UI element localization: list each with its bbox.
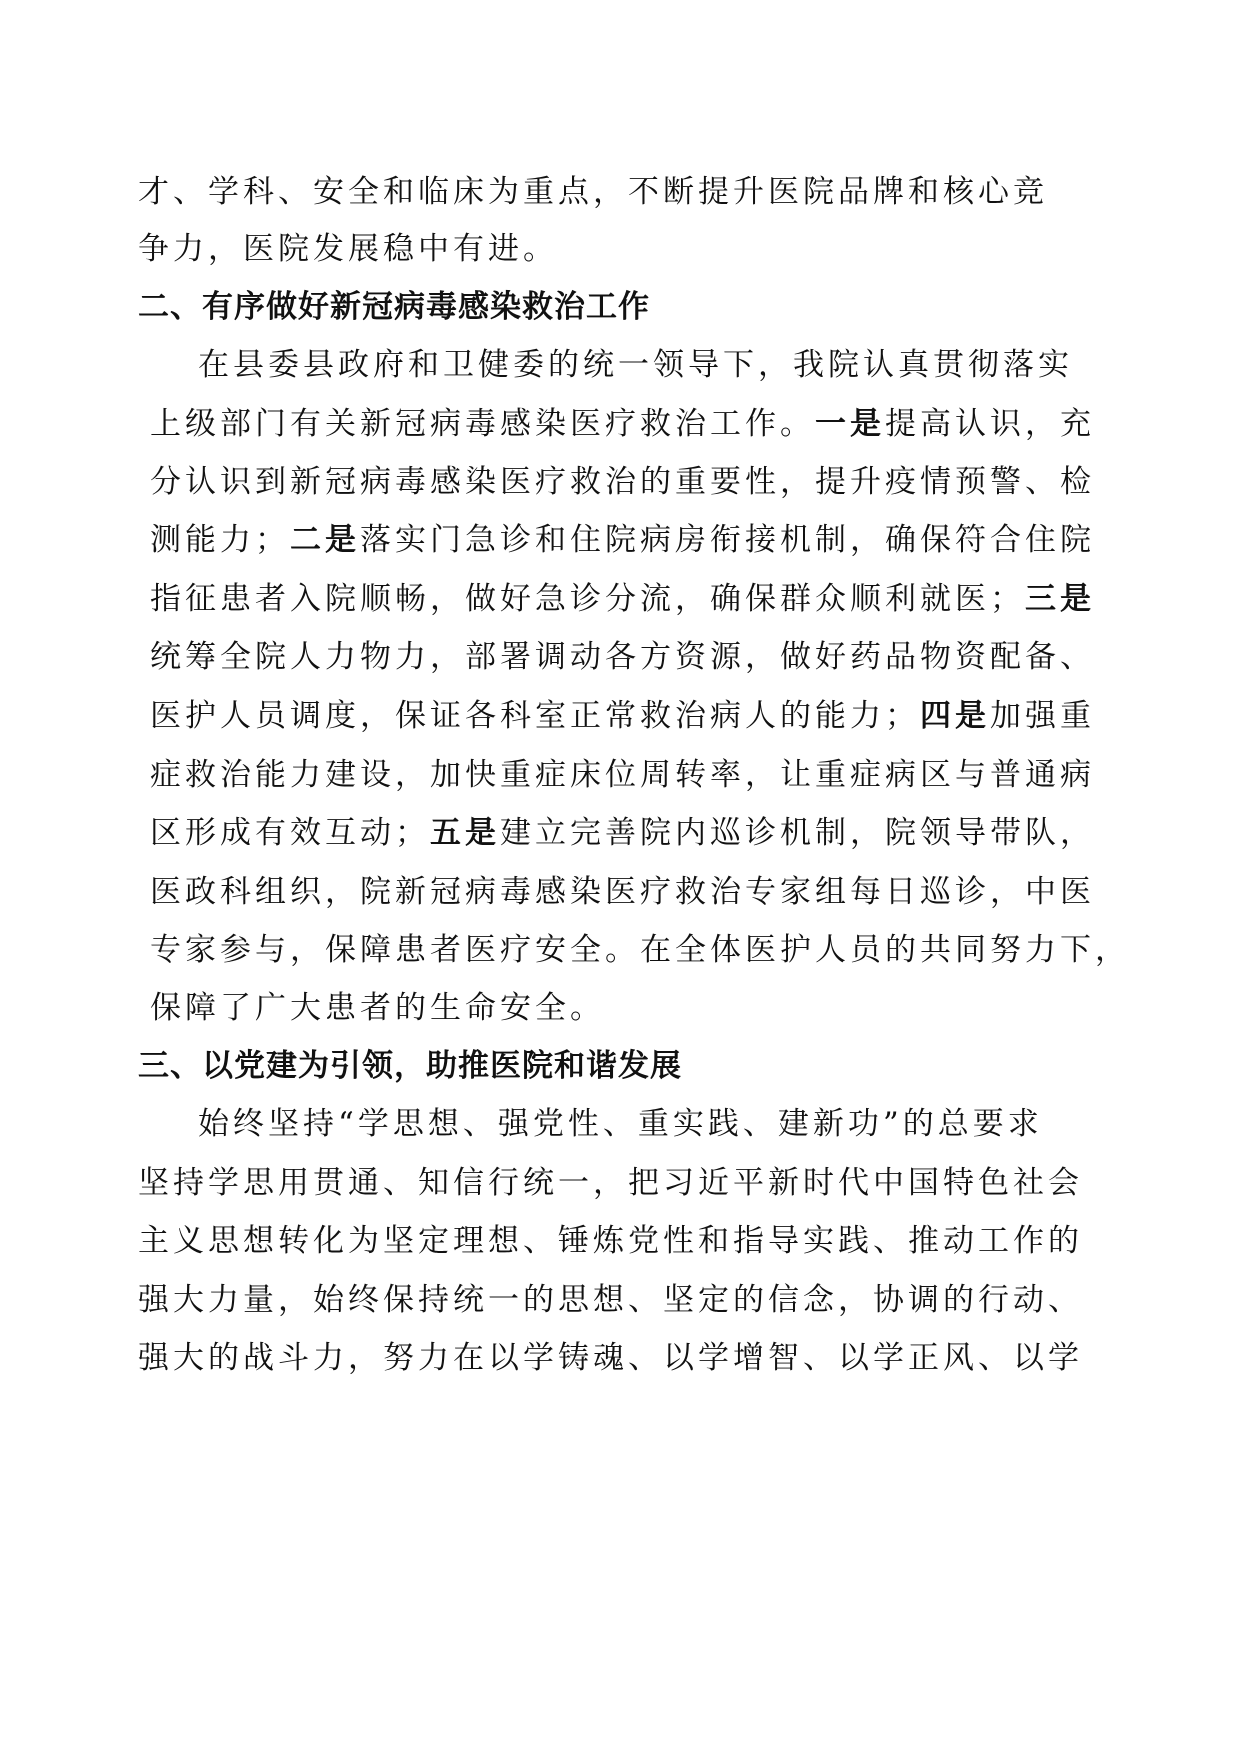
section-2-line-3: 分认识到新冠病毒感染医疗救治的重要性，提升疫情预警、检: [150, 464, 1095, 500]
point-marker-3: 三是: [1025, 581, 1095, 617]
section-2-line-11: 专家参与，保障患者医疗安全。在全体医护人员的共同努力下，: [150, 932, 1130, 968]
section-3-heading: 三、以党建为引领，助推医院和谐发展: [138, 1048, 682, 1084]
section-2-line-7: [150, 696, 1095, 736]
section-3-line-1: 始终坚持“学思想、强党性、重实践、建新功”的总要求: [198, 1106, 1043, 1142]
section-3-line-4: 强大力量，始终保持统一的思想、坚定的信念，协调的行动、: [138, 1282, 1083, 1318]
point-marker-4: 四是: [920, 698, 990, 734]
section-2-line-4-text: 测能力；: [150, 522, 290, 558]
section-2-line-9-text: 区形成有效互动；: [150, 815, 430, 851]
section-2-line-5: [150, 579, 1095, 619]
section-2-line-7-text-cont: 加强重: [990, 698, 1095, 734]
intro-line-2: 争力，医院发展稳中有进。: [138, 231, 558, 267]
section-3-line-2: 坚持学思用贯通、知信行统一，把习近平新时代中国特色社会: [138, 1165, 1083, 1201]
point-marker-2: 二是: [290, 522, 360, 558]
section-2-line-8: 症救治能力建设，加快重症床位周转率，让重症病区与普通病: [150, 757, 1095, 793]
point-marker-5: 五是: [430, 815, 500, 851]
point-marker-1: 一是: [815, 406, 885, 442]
intro-line-1: 才、学科、安全和临床为重点，不断提升医院品牌和核心竞: [138, 174, 1048, 210]
section-2-line-4: [150, 520, 1095, 560]
section-2-line-7-text: 医护人员调度，保证各科室正常救治病人的能力；: [150, 698, 920, 734]
section-3-line-3: 主义思想转化为坚定理想、锤炼党性和指导实践、推动工作的: [138, 1223, 1083, 1259]
section-2-line-4-text-cont: 落实门急诊和住院病房衔接机制，确保符合住院: [360, 522, 1095, 558]
section-2-line-6: 统筹全院人力物力，部署调动各方资源，做好药品物资配备、: [150, 639, 1095, 675]
section-2-line-9: [150, 813, 1095, 853]
section-2-line-2: [150, 404, 1095, 444]
section-2-line-2-text: 上级部门有关新冠病毒感染医疗救治工作。: [150, 406, 815, 442]
section-3-line-5: 强大的战斗力，努力在以学铸魂、以学增智、以学正风、以学: [138, 1340, 1083, 1376]
section-2-heading: 二、有序做好新冠病毒感染救治工作: [138, 289, 650, 325]
section-2-line-10: 医政科组织，院新冠病毒感染医疗救治专家组每日巡诊，中医: [150, 874, 1095, 910]
section-2-line-9-text-cont: 建立完善院内巡诊机制，院领导带队，: [500, 815, 1095, 851]
section-2-line-1: 在县委县政府和卫健委的统一领导下，我院认真贯彻落实: [198, 347, 1073, 383]
section-2-line-5-text: 指征患者入院顺畅，做好急诊分流，确保群众顺利就医；: [150, 581, 1025, 617]
section-2-line-2-text-cont: 提高认识，充: [885, 406, 1095, 442]
section-2-line-12: 保障了广大患者的生命安全。: [150, 990, 605, 1026]
